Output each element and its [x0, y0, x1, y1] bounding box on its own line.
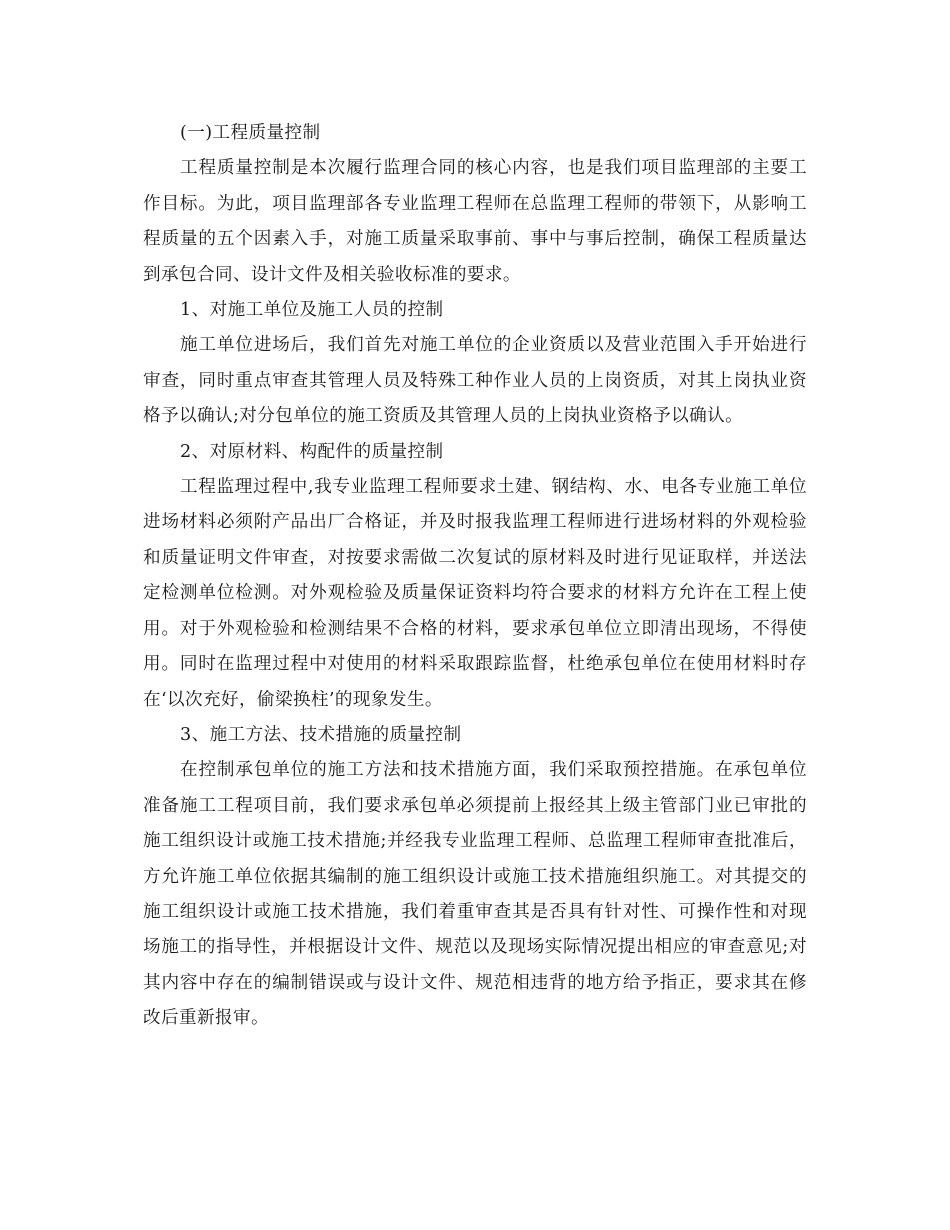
document-body	[143, 116, 807, 1037]
item-body-1: 施工单位进场后，我们首先对施工单位的企业资质以及营业范围入手开始进行审查，同时重点审查其管理人员及特殊工种作业人员的上岗资质，对其上岗执业资格予以确认;对分包单位的施工资质及其管理人员的上岗执业资格予以确认。	[143, 335, 807, 427]
item-body-3: 在控制承包单位的施工方法和技术措施方面，我们采取预控措施。在承包单位准备施工工程项目前，我们要求承包单必须提前上报经其上级主管部门业已审批的施工组织设计或施工技术措施;并经我专业监理工程师、总监理工程师审查批准后，方允许施工单位依据其编制的施工组织设计或施工技术措施组织施工。对其提交的施工组织设计或施工技术措施，我们着重审查其是否具有针对性、可操作性和对现场施工的指导性，并根据设计文件、规范以及现场实际情况提出相应的审查意见;对其内容中存在的编制错误或与设计文件、规范相违背的地方给予指正，要求其在修改后重新报审。	[143, 760, 807, 1029]
item-heading-1: 1、对施工单位及施工人员的控制	[180, 300, 444, 321]
section-title: (一)工程质量控制	[180, 123, 321, 143]
item-body-2: 工程监理过程中,我专业监理工程师要求土建、钢结构、水、电各专业施工单位进场材料必须附产品出厂合格证，并及时报我监理工程师进行进场材料的外观检验和质量证明文件审查，对按要求需做二次复试的原材料及时进行见证取样，并送法定检测单位检测。对外观检验及质量保证资料均符合要求的材料方允许在工程上使用。对于外观检验和检测结果不合格的材料，要求承包单位立即清出现场，不得使用。同时在监理过程中对使用的材料采取跟踪监督，杜绝承包单位在使用材料时存在‘以次充好，偷梁换柱’的现象发生。	[143, 477, 807, 710]
intro-paragraph: 工程质量控制是本次履行监理合同的核心内容，也是我们项目监理部的主要工作目标。为此，项目监理部各专业监理工程师在总监理工程师的带领下，从影响工程质量的五个因素入手，对施工质量采取事前、事中与事后控制，确保工程质量达到承包合同、设计文件及相关验收标准的要求。	[143, 158, 807, 285]
item-heading-2: 2、对原材料、构配件的质量控制	[180, 441, 444, 462]
item-heading-3: 3、施工方法、技术措施的质量控制	[180, 724, 462, 745]
